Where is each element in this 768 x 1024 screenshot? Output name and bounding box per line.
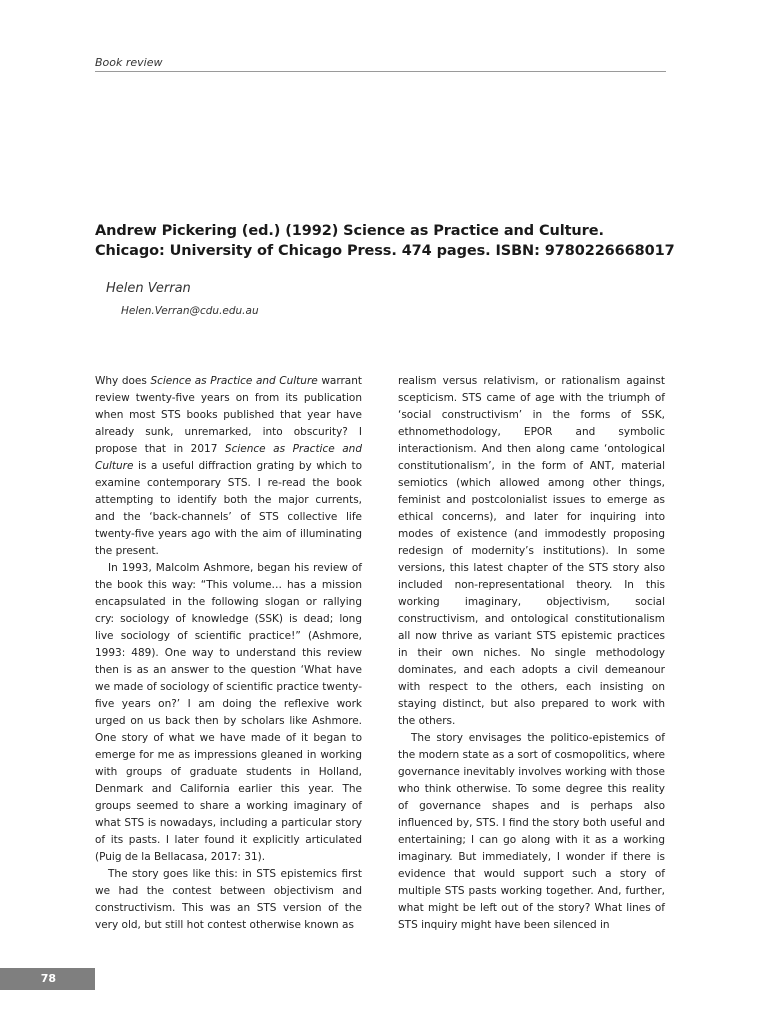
review-title: Andrew Pickering (ed.) (1992) Science as Practice and Culture. Chicago: University of Chicago Press. 474 pages. ISBN: 9780226668017: [95, 223, 675, 259]
section-label: Book review: [95, 56, 163, 69]
paragraph: In 1993, Malcolm Ashmore, began his review of the book this way: “This volume… has a mission encapsulated in the following slogan or rallying cry: sociology of knowledge (SSK) is dead; long live sociology of scientific practice!” (Ashmore, 1993: 489). One way to understand this review then is as an answer to the question ‘What have we made of sociology of scientific practice twenty-five years on?’ I am doing the reflexive work urged on us back then by scholars like Ashmore. One story of what we have made of it began to emerge for me as impressions gleaned in working with groups of graduate students in Holland, Denmark and California earlier this year. The groups seemed to share a working imaginary of what STS is nowadays, including a particular story of its pasts. I later found it explicitly articulated (Puig de la Bellacasa, 2017: 31).: [95, 562, 362, 863]
page-number: 78: [40, 972, 56, 985]
page-number-tab: [0, 968, 95, 990]
author-email: Helen.Verran@cdu.edu.au: [121, 305, 259, 317]
paragraph: realism versus relativism, or rationalism against scepticism. STS came of age with the triumph of ‘social constructivism’ in the forms of SSK, ethnomethodology, EPOR and symbolic interactionism. And then along came ‘ontological constitutionalism’, in the form of ANT, material semiotics (which allowed among other things, feminist and postcolonialist issues to emerge as ethical concerns), and later for inquiring into modes of existence (and immodestly proposing redesign of modernity’s institutions). In some versions, this latest chapter of the STS story also included non-representational theory. In this working imaginary, objectivism, social constructivism, and ontological constitutionalism all now thrive as variant STS epistemic practices in their own niches. No single methodology dominates, and each adopts a civil demeanour with respect to the others, each insisting on staying distinct, but also prepared to work with the others.: [398, 375, 665, 727]
book-title-emphasis: Science as Practice and Culture: [150, 375, 318, 387]
right-column: [398, 373, 665, 934]
paragraph: Why does Science as Practice and Culture warrant review twenty-five years on from its publication when most STS books published that year have already sunk, unremarked, into obscurity? I propose that in 2017 Science as Practice and Culture is a useful diffraction grating by which to examine contemporary STS. I re-read the book attempting to identify both the major currents, and the ‘back-channels’ of STS collective life twenty-five years ago with the aim of illuminating the present.: [95, 375, 362, 557]
book-title-emphasis: Science as Practice and Culture: [95, 443, 362, 472]
running-header: [95, 51, 666, 72]
paragraph: The story envisages the politico-epistemics of the modern state as a sort of cosmopolitics, where governance inevitably involves working with those who think otherwise. To some degree this reality of governance shapes and is perhaps also influenced by, STS. I find the story both useful and entertaining; I can go along with it as a working imaginary. But immediately, I wonder if there is evidence that would support such a story of multiple STS pasts working together. And, further, what might be left out of the story? What lines of STS inquiry might have been silenced in: [398, 732, 665, 931]
author-name: Helen Verran: [106, 281, 191, 296]
paragraph: The story goes like this: in STS epistemics first we had the contest between objectivism and constructivism. This was an STS version of the very old, but still hot contest otherwise known as: [95, 868, 362, 931]
left-column: [95, 373, 362, 934]
